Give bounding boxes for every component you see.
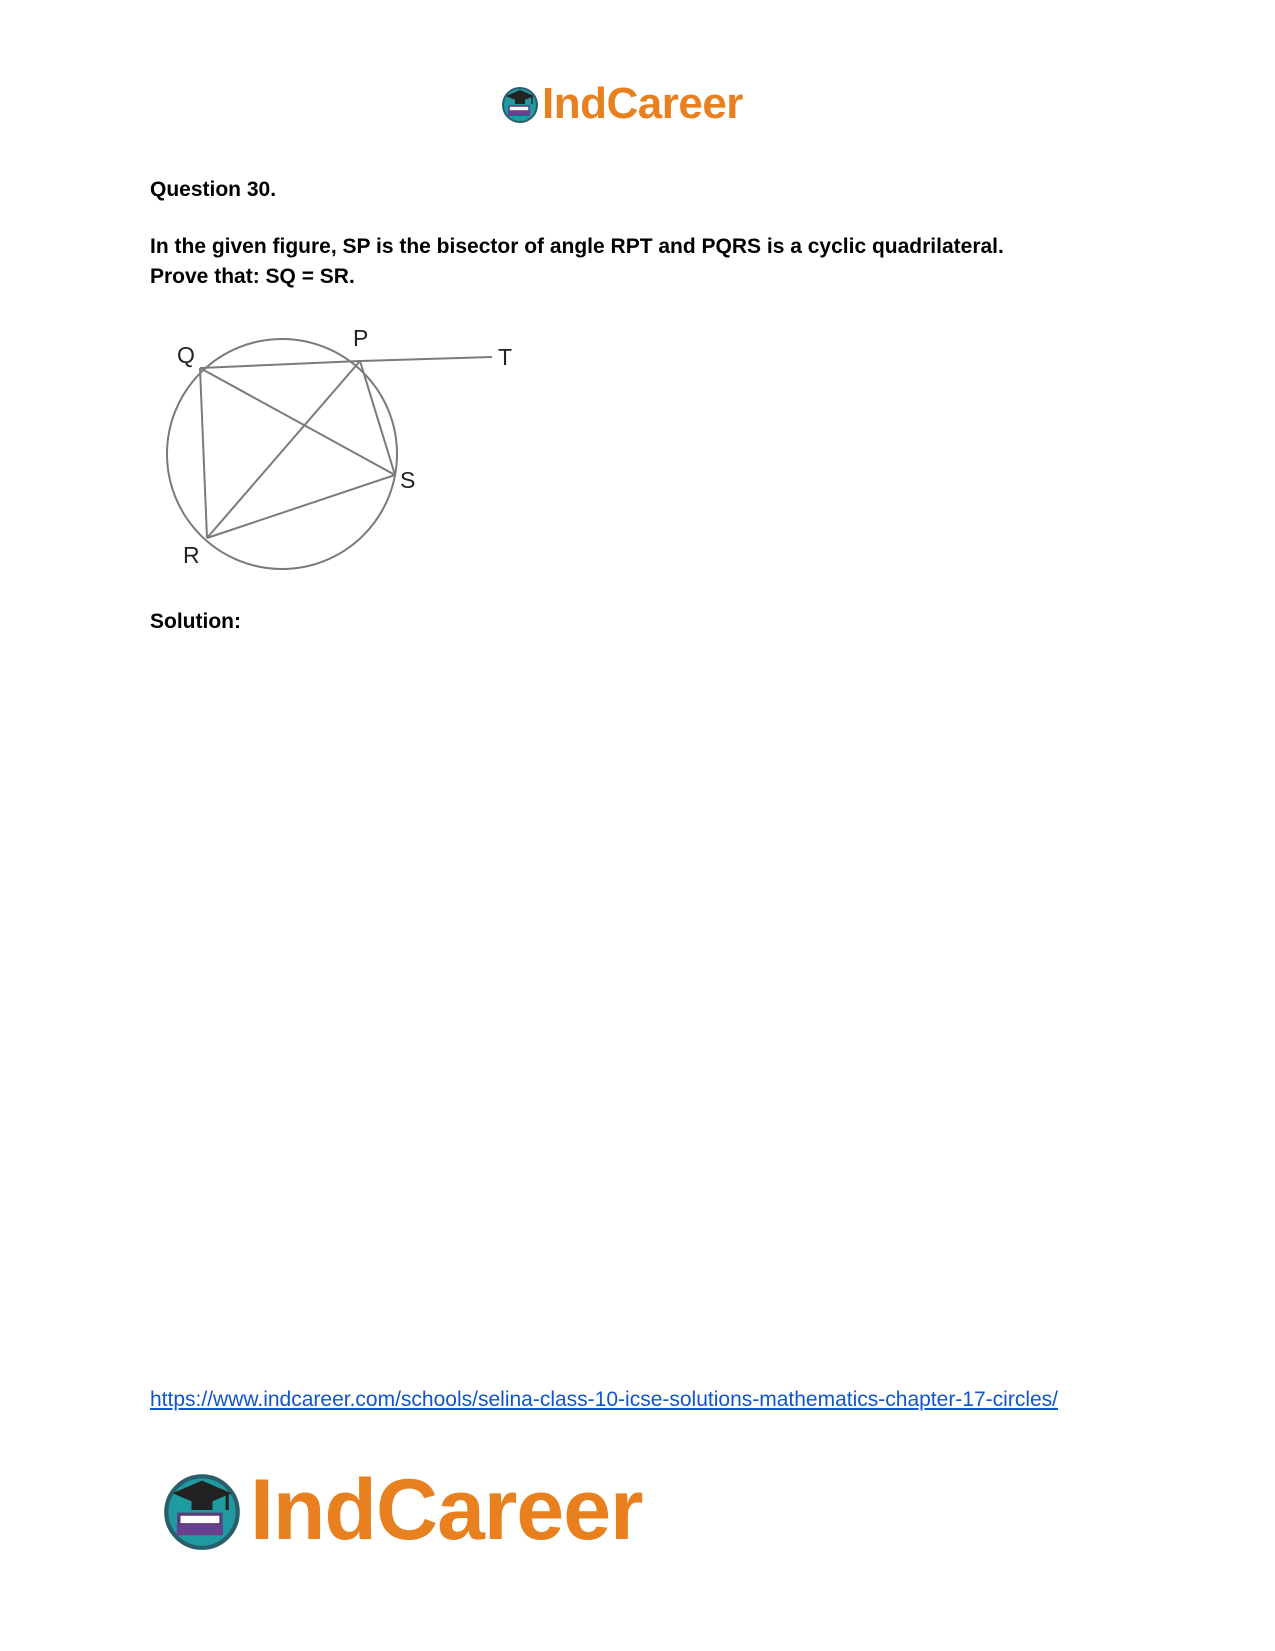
logo-wordmark: IndCareer <box>542 79 743 128</box>
question-text <box>150 232 1150 292</box>
graduation-cap-books-globe-icon <box>160 1468 244 1552</box>
circle-outline <box>167 339 397 569</box>
segment-qr <box>200 368 207 538</box>
label-r: R <box>183 542 200 568</box>
question-line: In the given figure, SP is the bisector of angle RPT and PQRS is a cyclic quadrilateral. <box>150 235 1004 258</box>
label-p: P <box>353 325 369 351</box>
question-title: Question 30. <box>150 178 277 201</box>
graduation-cap-books-globe-icon <box>500 84 540 124</box>
segment-pt <box>360 357 492 361</box>
segment-qs <box>200 368 395 475</box>
label-t: T <box>498 344 513 370</box>
footer-logo <box>160 1461 643 1558</box>
segment-qp <box>200 361 360 368</box>
source-link[interactable]: https://www.indcareer.com/schools/selina-class-10-icse-solutions-mathematics-chapter-17-circles/ <box>150 1388 1058 1411</box>
label-q: Q <box>177 342 195 368</box>
logo-wordmark: IndCareer <box>250 1461 643 1558</box>
question-line: Prove that: SQ = SR. <box>150 265 355 288</box>
header-logo <box>500 78 743 130</box>
cyclic-quadrilateral-figure <box>155 320 535 580</box>
label-s: S <box>400 467 416 493</box>
solution-label: Solution: <box>150 610 241 633</box>
